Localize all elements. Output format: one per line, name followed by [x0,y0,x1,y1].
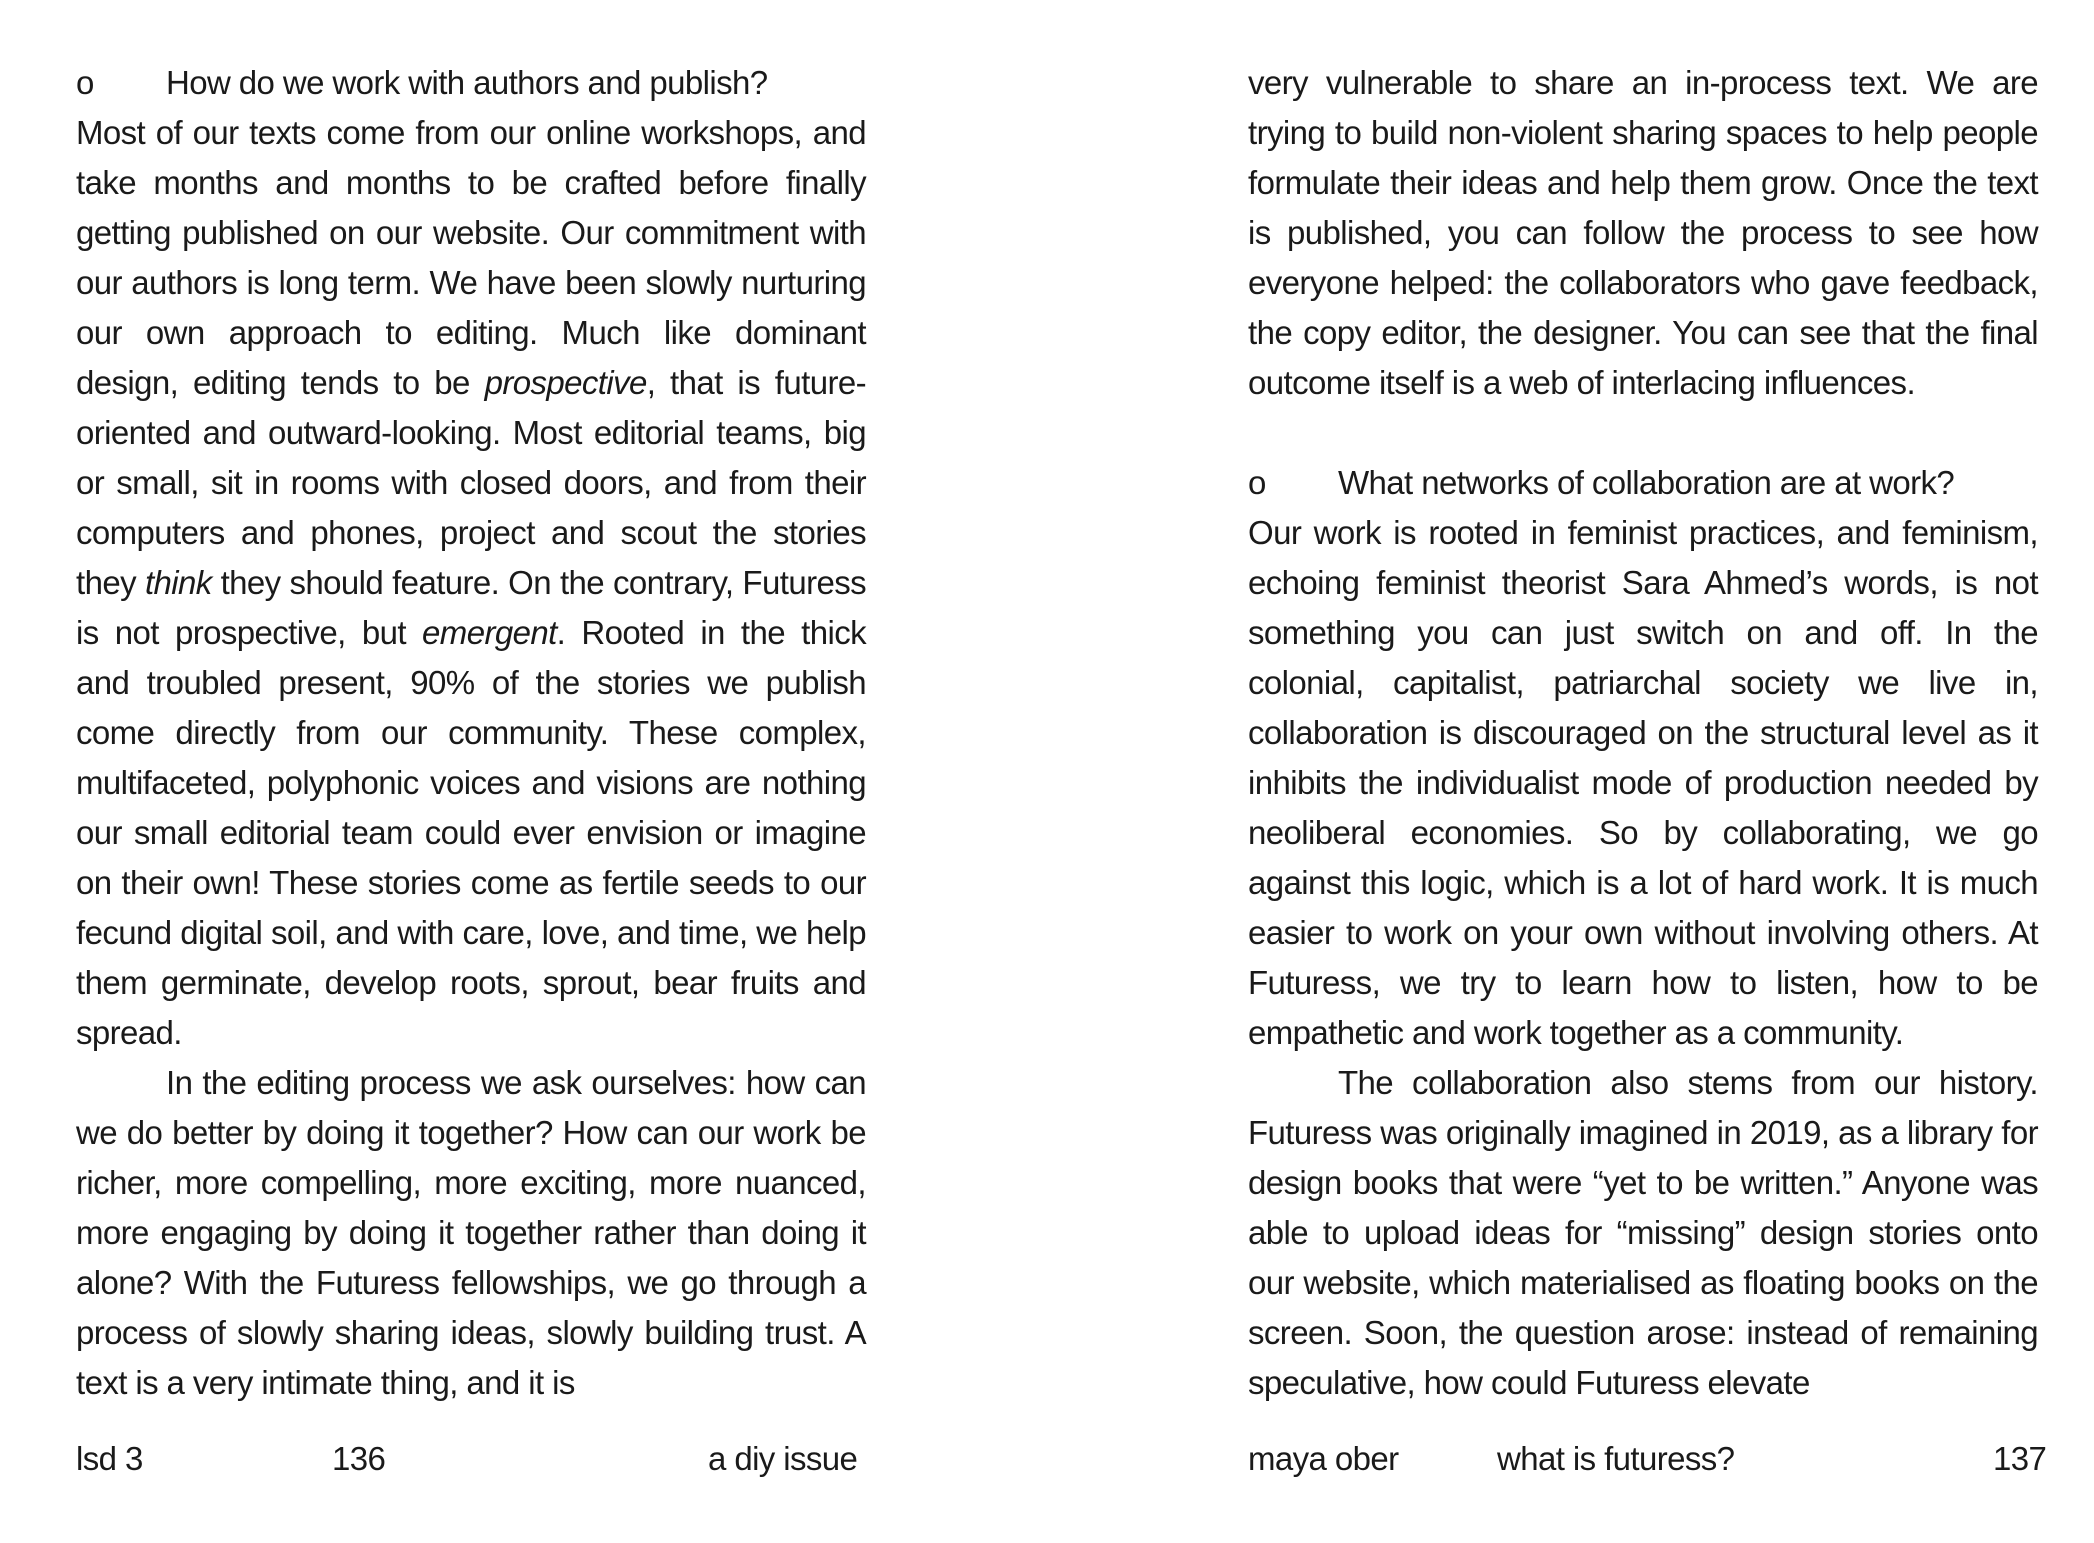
left-text-column [76,58,866,1408]
paragraph-text: they should feature. On the contrary, Futuress is not prospective, but [76,564,867,651]
paragraph-history: The collaboration also stems from our history. Futuress was originally imagined in 2019, as a library for design books that were “yet to be written.” Anyone was able to upload ideas for “missing” design stories onto our website, which materialised as floating books on the screen. Soon, the question arose: instead of remaining speculative, how could Futuress elevate [1248,1064,2038,1401]
paragraph-text: , that is future-oriented and outward-looking. Most editorial teams, big or small, sit in rooms with closed doors, and from their computers and phones, project and scout the stories they [76,364,866,601]
paragraph-text: Most of our texts come from our online workshops, and take months and months to be crafted before finally getting published on our website. Our commitment with our authors is long term. We have been slowly nurturing our own approach to editing. Much like dominant design, editing tends to be [76,114,866,401]
question-bullet: o [76,64,94,101]
paragraph-editing-process: In the editing process we ask ourselves: how can we do better by doing it together? How can our work be richer, more compelling, more exciting, more nuanced, more engaging by doing it together rather than doing it alone? With the Futuress fellowships, we go through a process of slowly sharing ideas, slowly building trust. A text is a very intimate thing, and it is [76,1064,866,1401]
emphasis-text: prospective [484,364,647,401]
question-heading-authors [76,58,866,108]
paragraph-feminist-practices: Our work is rooted in feminist practices, and feminism, echoing feminist theorist Sara Ahmed’s words, is not something you can just switch on and off. In the colonial, capitalist, patriarchal society we live in, collaboration is discouraged on the structural level as it inhibits the individualist mode of production needed by neoliberal economies. So by collaborating, we go against this logic, which is a lot of hard work. It is much easier to work on your own without involving others. At Futuress, we try to learn how to listen, how to be empathetic and work together as a community. [1248,514,2038,1051]
right-text-column [1248,58,2038,1408]
paragraph-continued: very vulnerable to share an in-process text. We are trying to build non-violent sharing spaces to help people formulate their ideas and help them grow. Once the text is published, you can follow the process to see how everyone helped: the collaborators who gave feedback, the copy editor, the designer. You can see that the final outcome itself is a web of interlacing influences. [1248,64,2038,401]
footer-author: maya ober [1248,1440,1399,1477]
emphasis-text: think [144,564,212,601]
paragraph-text: . Rooted in the thick and troubled present, 90% of the stories we publish come directly from our community. These complex, multifaceted, polyphonic voices and visions are nothing our small editorial team could ever envision or imagine on their own! These stories come as fertile seeds to our fecund digital soil, and with care, love, and time, we help them germinate, develop roots, sprout, bear fruits and spread. [76,614,866,1051]
footer-issue: a diy issue [708,1440,858,1477]
footer-journal: lsd 3 [76,1440,143,1477]
footer-page-number: 137 [1993,1440,2047,1477]
right-page [1047,0,2094,1543]
question-bullet: o [1248,464,1266,501]
question-text: What networks of collaboration are at work? [1338,464,1955,501]
paragraph-editing-approach [76,108,866,1058]
question-heading-collaboration [1248,458,2038,508]
question-text: How do we work with authors and publish? [166,64,768,101]
footer-page-number: 136 [332,1440,386,1477]
emphasis-text: emergent [422,614,557,651]
footer-title: what is futuress? [1497,1440,1735,1477]
paragraph-gap [1248,408,2038,458]
